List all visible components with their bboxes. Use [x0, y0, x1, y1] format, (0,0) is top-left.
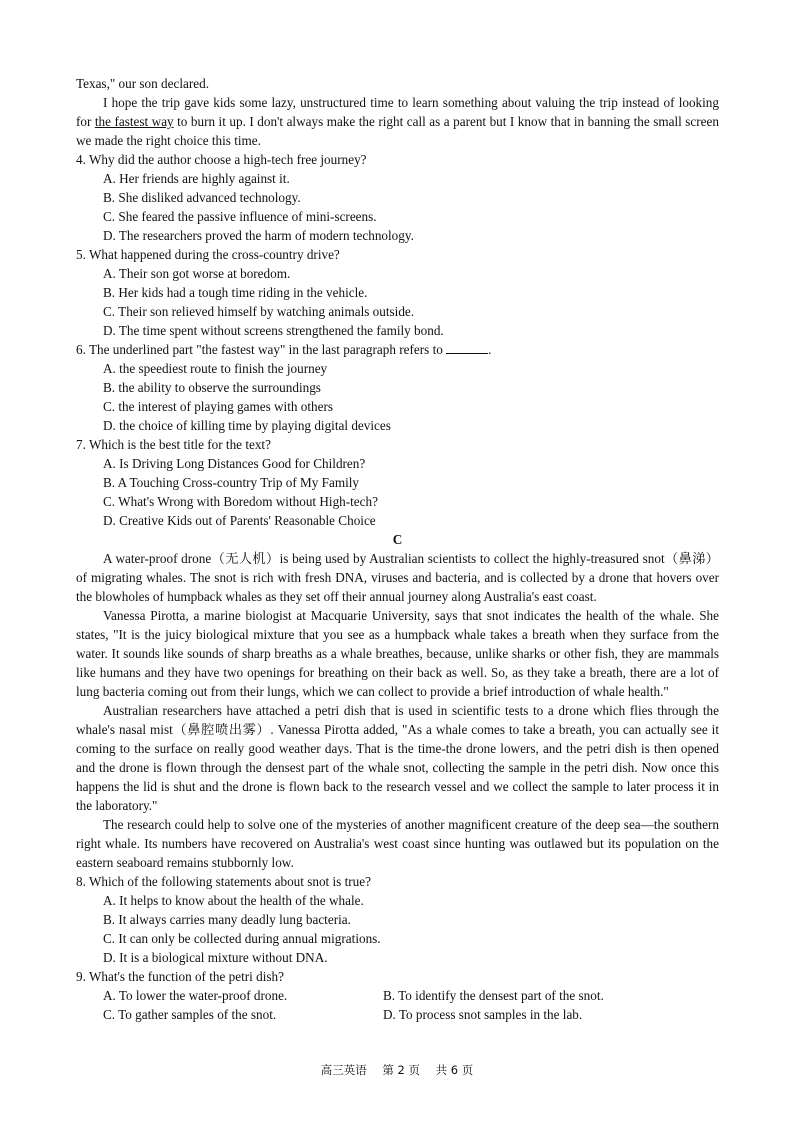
- passage-c-paragraph-1: A water-proof drone（无人机）is being used by Australian scientists to collect the highly-treasured snot（鼻涕）of migrating whales. The snot is rich with fresh DNA, viruses and bacteria, and is collected by a drone that hovers over the blowholes of humpback whales as they set off their annual journey along Australia's east coast.: [76, 551, 719, 604]
- option-b[interactable]: B. It always carries many deadly lung bacteria.: [103, 912, 351, 927]
- question-stem: 4. Why did the author choose a high-tech free journey?: [76, 152, 367, 167]
- question-8: [76, 872, 719, 967]
- option-d[interactable]: D. The time spent without screens strengthened the family bond.: [103, 323, 444, 338]
- stem-end: .: [488, 342, 492, 357]
- passage-c-paragraph-2: Vanessa Pirotta, a marine biologist at Macquarie University, says that snot indicates the health of the whale. She states, "It is the juicy biological mixture that you see as a humpback whale takes a breath when they surface from the water. It sounds like sounds of sharp breaths as a whale breathes, because, unlike sharks or other fish, they are mammals like humans and they have two openings for breathing on their back as well. So, as they take a breath, there are a lot of lung bacteria coming out from their lungs, which we can collect to provide a brief introduction of whale health.": [76, 608, 719, 699]
- passage-b-last-paragraph: [76, 93, 719, 150]
- footer-page-number: 第 2 页: [382, 1063, 420, 1077]
- option-a[interactable]: A. the speediest route to finish the journey: [103, 361, 328, 376]
- options-row: [76, 986, 719, 1005]
- question-stem: 5. What happened during the cross-country drive?: [76, 247, 340, 262]
- option-b[interactable]: B. To identify the densest part of the snot.: [383, 988, 604, 1003]
- option-d[interactable]: D. It is a biological mixture without DNA.: [103, 950, 328, 965]
- footer-page-total: 共 6 页: [435, 1063, 474, 1077]
- text-segment: to burn it up. I don't always make the right call as a parent but I know that in banning the small screen we made the right choice this time.: [76, 114, 719, 148]
- option-b[interactable]: B. A Touching Cross-country Trip of My Family: [103, 475, 360, 490]
- option-a[interactable]: A. Her friends are highly against it.: [103, 171, 290, 186]
- option-b[interactable]: B. She disliked advanced technology.: [103, 190, 301, 205]
- option-a[interactable]: A. Is Driving Long Distances Good for Children?: [103, 456, 366, 471]
- answer-blank[interactable]: [446, 341, 488, 354]
- passage-c-paragraph-4: The research could help to solve one of the mysteries of another magnificent creature of the deep sea—the southern right whale. Its numbers have recovered on Australia's west coast since hunting was outlawed but its population on the eastern seaboard remains stubbornly low.: [76, 817, 719, 870]
- question-stem: 8. Which of the following statements about snot is true?: [76, 874, 371, 889]
- page-footer: [0, 1061, 794, 1080]
- option-a[interactable]: A. It helps to know about the health of the whale.: [103, 893, 364, 908]
- exam-page: [76, 74, 719, 1024]
- options-row: [76, 1005, 719, 1024]
- stem-text: 6. The underlined part "the fastest way" in the last paragraph refers to: [76, 342, 443, 357]
- option-a[interactable]: A. To lower the water-proof drone.: [103, 988, 288, 1003]
- section-heading: C: [392, 532, 403, 547]
- question-4: [76, 150, 719, 245]
- passage-c-paragraph-3: Australian researchers have attached a petri dish that is used in scientific tests to a drone which flies through the whale's nasal mist（鼻腔喷出雾）. Vanessa Pirotta added, "As a whale comes to take a breath, you can actually see it coming to the surface on really good weather days. That is the time-the drone lowers, and the petri dish is then opened and the drone is flown through the densest part of the whale snot, collecting the sample in the petri dish. Now once this happens the lid is shut and the drone is flown back to the research vessel and we collect the sample to later process it in the laboratory.": [76, 703, 719, 813]
- option-c[interactable]: C. It can only be collected during annual migrations.: [103, 931, 381, 946]
- question-7: [76, 435, 719, 530]
- question-stem: 7. Which is the best title for the text?: [76, 437, 271, 452]
- option-d[interactable]: D. The researchers proved the harm of modern technology.: [103, 228, 414, 243]
- option-b[interactable]: B. the ability to observe the surroundings: [103, 380, 321, 395]
- question-stem: [76, 340, 719, 359]
- option-d[interactable]: D. To process snot samples in the lab.: [383, 1007, 583, 1022]
- underlined-phrase: the fastest way: [94, 114, 174, 129]
- option-c[interactable]: C. She feared the passive influence of mini-screens.: [103, 209, 377, 224]
- question-stem: 9. What's the function of the petri dish?: [76, 969, 284, 984]
- question-6: [76, 340, 719, 435]
- option-c[interactable]: C. Their son relieved himself by watching animals outside.: [103, 304, 415, 319]
- footer-subject: 高三英语: [320, 1063, 367, 1077]
- text-segment: I hope the trip gave kids some lazy, unstructured time to learn something about valuing the trip instead of looking for: [76, 95, 719, 129]
- option-c[interactable]: C. What's Wrong with Boredom without High-tech?: [103, 494, 378, 509]
- question-5: [76, 245, 719, 340]
- question-9: [76, 967, 719, 1024]
- option-d[interactable]: D. Creative Kids out of Parents' Reasonable Choice: [103, 513, 376, 528]
- option-a[interactable]: A. Their son got worse at boredom.: [103, 266, 291, 281]
- option-c[interactable]: C. the interest of playing games with others: [103, 399, 334, 414]
- option-b[interactable]: B. Her kids had a tough time riding in the vehicle.: [103, 285, 368, 300]
- option-c[interactable]: C. To gather samples of the snot.: [103, 1007, 277, 1022]
- option-d[interactable]: D. the choice of killing time by playing digital devices: [103, 418, 391, 433]
- passage-b-end-line: Texas," our son declared.: [76, 76, 209, 91]
